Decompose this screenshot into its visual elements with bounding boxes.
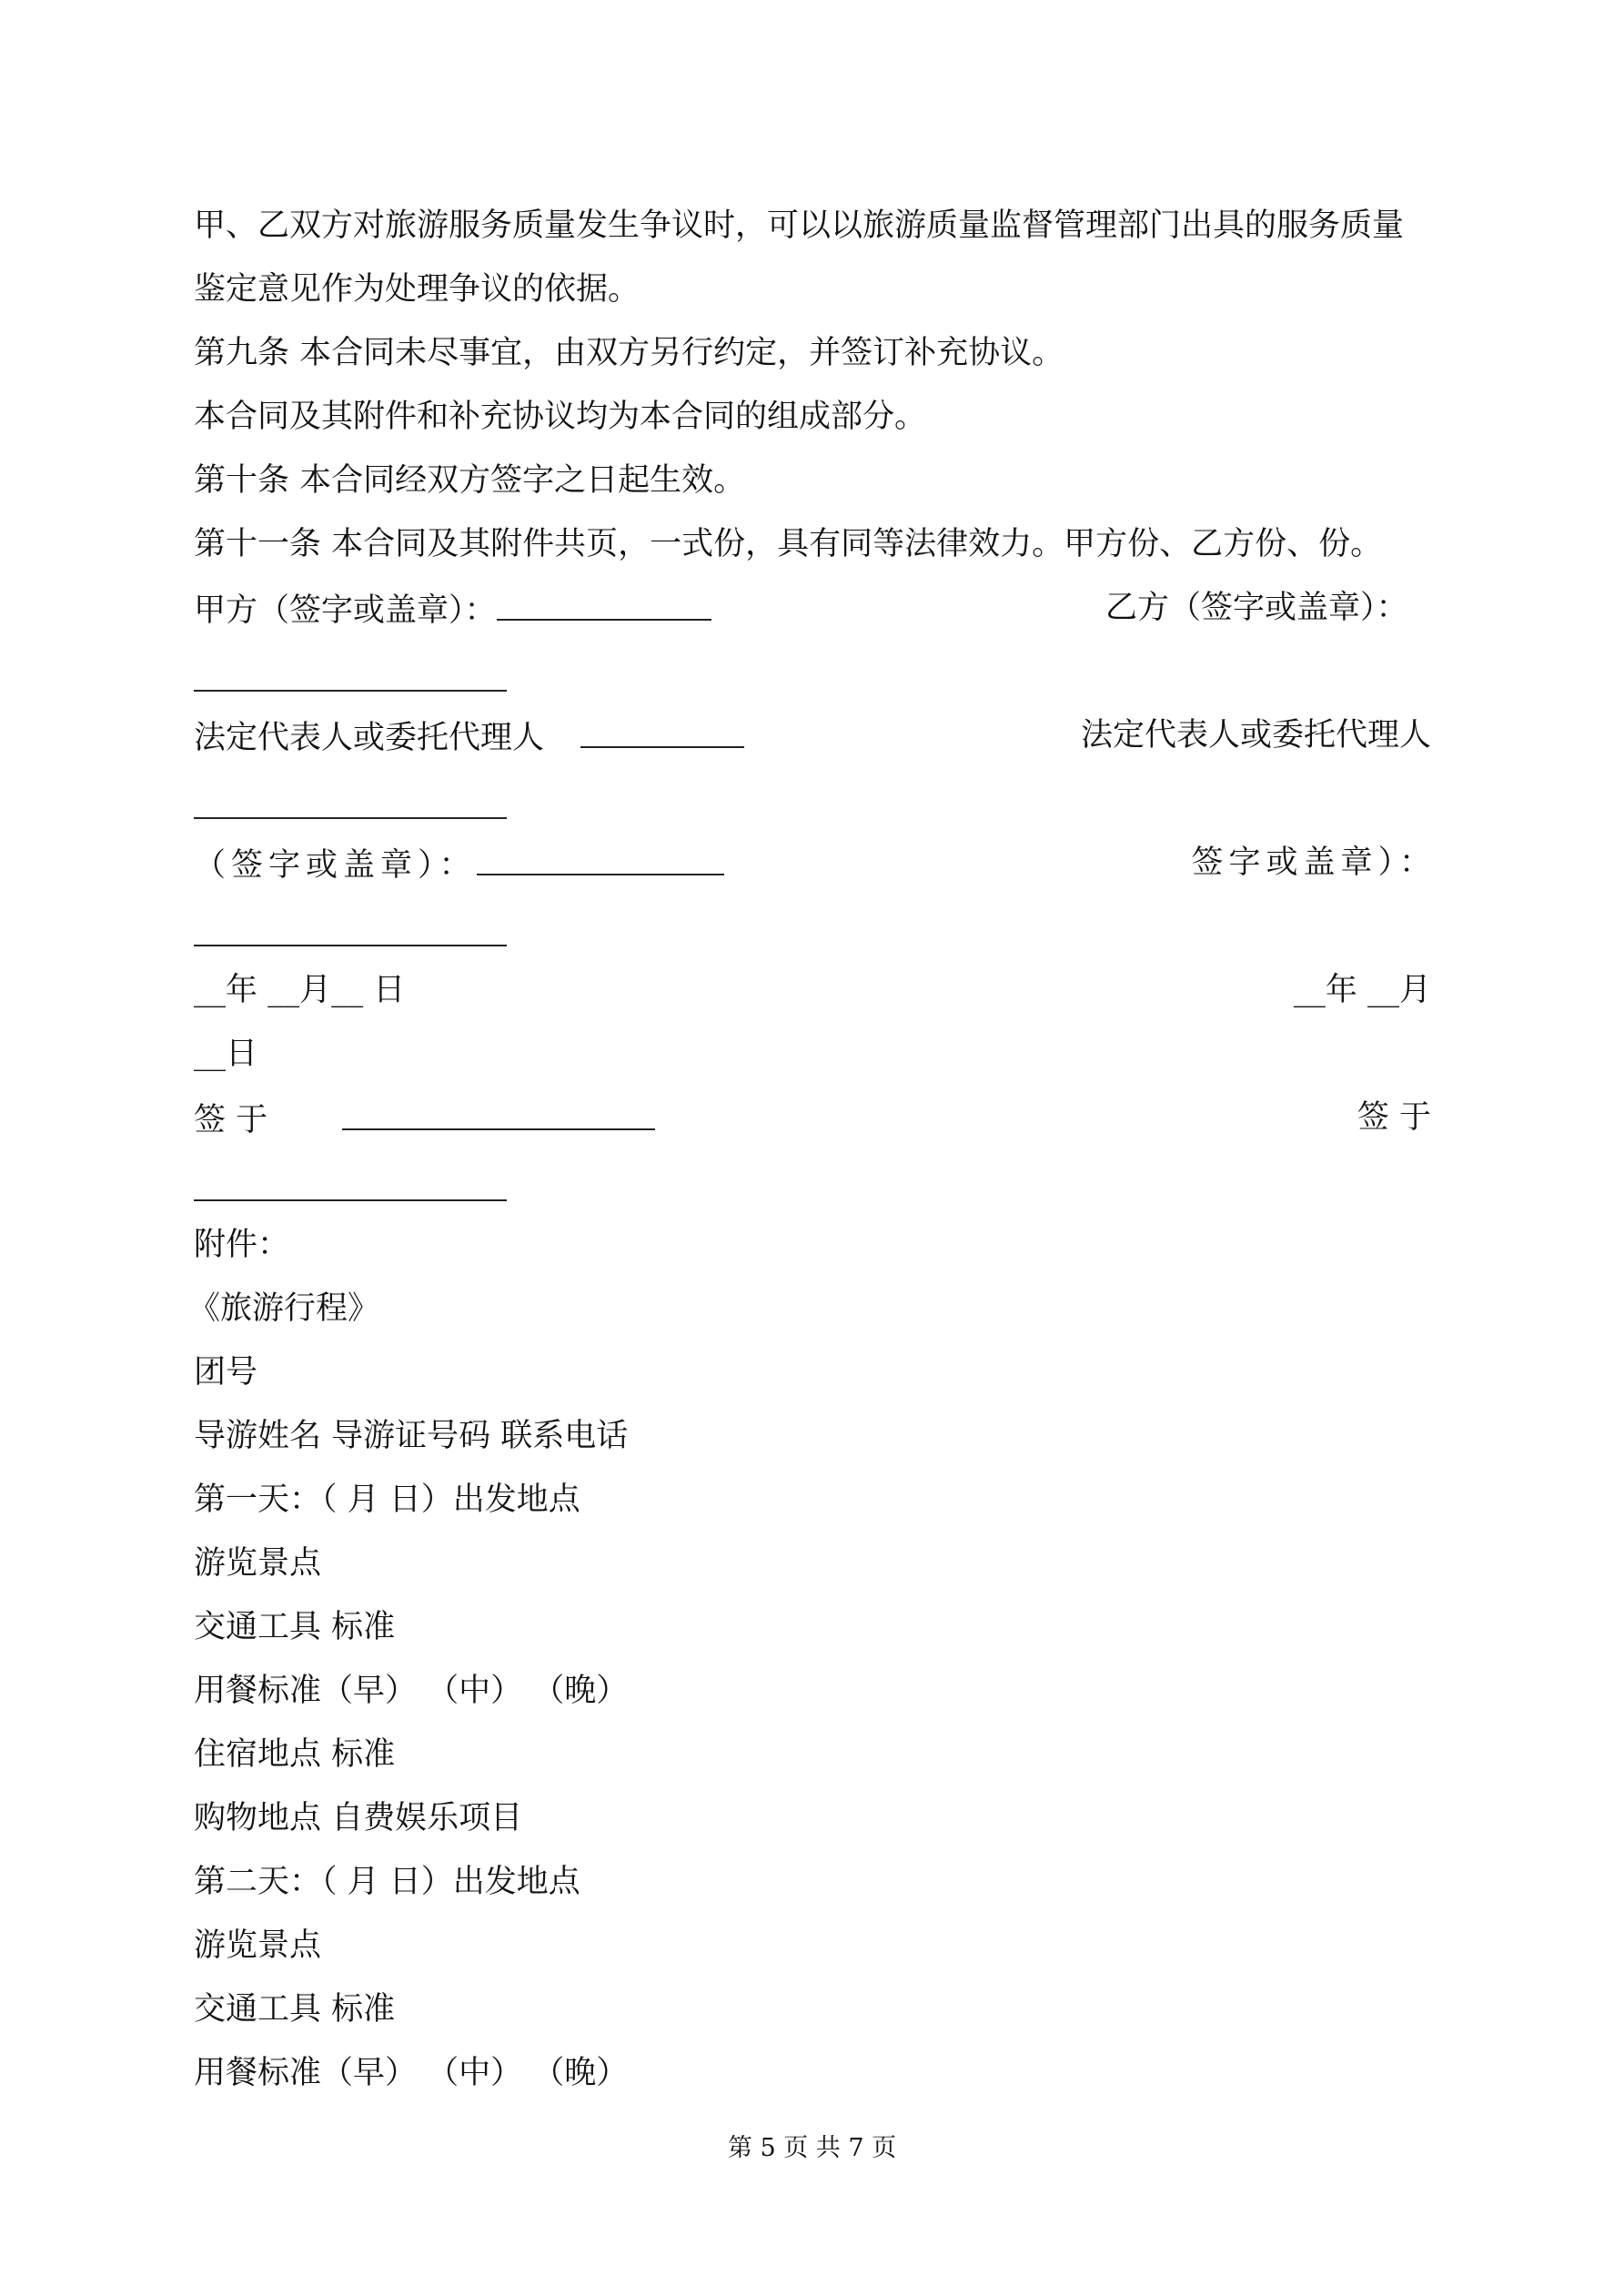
seal-a-signature bbox=[194, 843, 724, 885]
signed-at-b-line bbox=[194, 1199, 507, 1201]
date-b-day: __日 bbox=[194, 1036, 258, 1072]
day2-sights: 游览景点 bbox=[194, 1927, 322, 1964]
rep-b-label: 法定代表人或委托代理人 bbox=[1080, 717, 1431, 754]
guide-info: 导游姓名 导游证号码 联系电话 bbox=[194, 1418, 629, 1454]
clause-dispute-line2: 鉴定意见作为处理争议的依据。 bbox=[194, 271, 641, 308]
itinerary-title: 《旅游行程》 bbox=[188, 1290, 380, 1327]
attachment-heading: 附件： bbox=[194, 1227, 290, 1263]
party-a-signature bbox=[194, 588, 711, 631]
signed-at-b-label: 签 于 bbox=[1357, 1099, 1431, 1136]
day1-shopping: 购物地点 自费娱乐项目 bbox=[194, 1800, 523, 1836]
day2-meals: 用餐标准（早） （中） （晚） bbox=[194, 2055, 629, 2091]
rep-b-signature-line bbox=[194, 817, 507, 819]
party-b-label: 乙方（签字或盖章）： bbox=[1105, 590, 1408, 626]
party-b-signature-line bbox=[194, 690, 507, 692]
day1-lodging: 住宿地点 标准 bbox=[194, 1736, 396, 1773]
page-number: 第 5 页 共 7 页 bbox=[727, 2134, 897, 2162]
article-11: 第十一条 本合同及其附件共页，一式份，具有同等法律效力。甲方份、乙方份、份。 bbox=[194, 526, 1383, 562]
signed-at-a bbox=[194, 1097, 655, 1140]
rep-a-label: 法定代表人或委托代理人 bbox=[194, 720, 545, 756]
day2-transport: 交通工具 标准 bbox=[194, 1991, 396, 2028]
date-b: __年 __月 bbox=[1293, 972, 1431, 1008]
seal-b-label: 签字或盖章）： bbox=[1191, 845, 1437, 881]
group-number: 团号 bbox=[194, 1354, 258, 1391]
signed-at-a-line bbox=[342, 1097, 655, 1130]
date-a: __年 __月__ 日 bbox=[194, 972, 406, 1008]
day1-meals: 用餐标准（早） （中） （晚） bbox=[194, 1673, 629, 1709]
rep-a-signature-line bbox=[580, 715, 744, 748]
seal-b-signature-line bbox=[194, 945, 507, 946]
article-9: 第九条 本合同未尽事宜，由双方另行约定，并签订补充协议。 bbox=[194, 335, 1064, 371]
signed-at-a-label: 签 于 bbox=[194, 1102, 268, 1138]
rep-a-signature bbox=[194, 715, 744, 758]
day1-sights: 游览景点 bbox=[194, 1545, 322, 1582]
seal-a-label: （签字或盖章）： bbox=[194, 847, 477, 884]
article-10: 第十条 本合同经双方签字之日起生效。 bbox=[194, 462, 746, 499]
day1-departure: 第一天：（ 月 日）出发地点 bbox=[194, 1482, 580, 1518]
seal-a-signature-line bbox=[477, 843, 724, 875]
clause-dispute-line1: 甲、乙双方对旅游服务质量发生争议时，可以以旅游质量监督管理部门出具的服务质量 bbox=[194, 207, 1405, 244]
party-a-label: 甲方（签字或盖章）： bbox=[194, 592, 497, 629]
day1-transport: 交通工具 标准 bbox=[194, 1609, 396, 1645]
day2-departure: 第二天：（ 月 日）出发地点 bbox=[194, 1864, 580, 1900]
party-a-signature-line bbox=[497, 588, 711, 621]
article-9-supplement: 本合同及其附件和补充协议均为本合同的组成部分。 bbox=[194, 399, 927, 435]
